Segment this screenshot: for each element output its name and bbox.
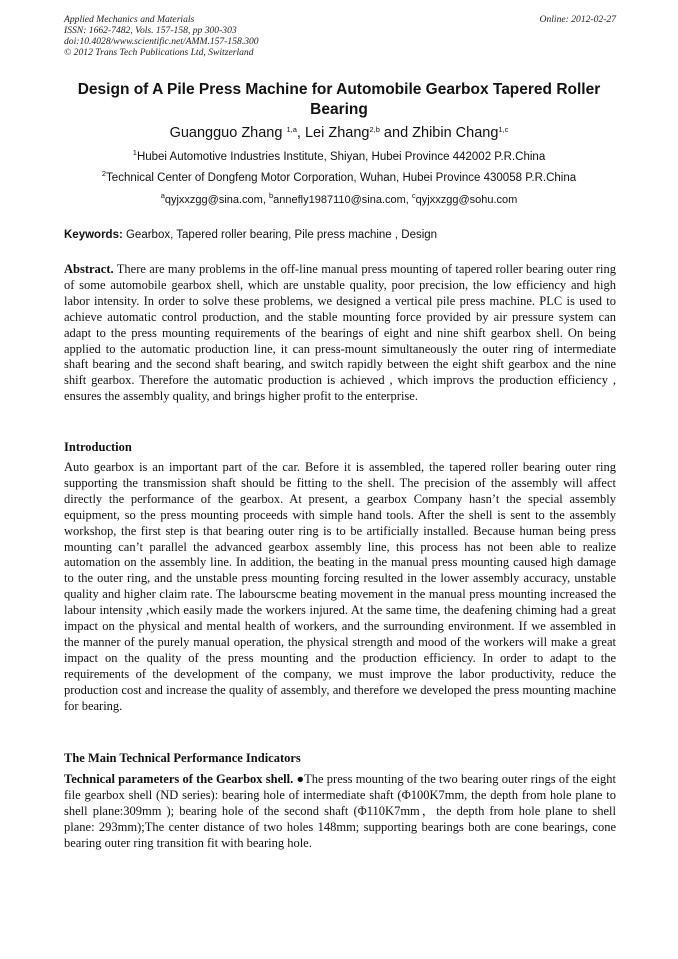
author-superscript: 2,b <box>369 125 380 134</box>
email-superscript: c <box>411 191 416 200</box>
issn-line: ISSN: 1662-7482, Vols. 157-158, pp 300-303 <box>64 25 237 36</box>
author-separator: , <box>296 125 305 141</box>
affiliation-1 <box>40 150 638 164</box>
journal-header <box>64 14 616 58</box>
author-name: Zhibin Chang <box>412 125 499 141</box>
affiliation-superscript: 1 <box>132 148 137 157</box>
author-superscript: 1,a <box>286 125 297 134</box>
affiliation-superscript: 2 <box>101 169 107 178</box>
abstract-paragraph <box>64 262 616 405</box>
indicators-heading: The Main Technical Performance Indicators <box>64 751 301 765</box>
affiliation-text: Technical Center of Dongfeng Motor Corporation, Wuhan, Hubei Province 430058 P.R.China <box>106 172 577 184</box>
copyright-line: © 2012 Trans Tech Publications Ltd, Switzerland <box>64 47 254 58</box>
author-conjunction: and <box>379 125 413 141</box>
email-superscript: a <box>160 191 165 200</box>
indicators-subheading: Technical parameters of the Gearbox shell. <box>64 772 294 786</box>
abstract-label: Abstract. <box>64 262 114 276</box>
paper-title: Design of A Pile Press Machine for Automobile Gearbox Tapered Roller Bearing <box>77 81 601 118</box>
affiliation-text: Hubei Automotive Industries Institute, Shiyan, Hubei Province 442002 P.R.China <box>136 151 546 163</box>
keywords-label: Keywords: <box>64 229 123 241</box>
keywords-text: Gearbox, Tapered roller bearing, Pile press machine , Design <box>122 229 438 241</box>
abstract-text: There are many problems in the off-line manual press mounting of tapered roller bearing outer ring of some automobile gearbox shell, which are unstable quality, poor precision, the low efficiency and high labor intensity. In order to solve these problems, we designed a vertical pile press machine. PLC is used to achieve automatic control production, and the stable mounting force provided by air pressure system can adapt to the press mounting requirements of the bearings of eight and nine shift gearbox shell. On being applied to the automatic production line, it can press-mount simultaneously the outer ring of intermediate shaft bearing and the second shaft bearing, and switch rapidly between the eight shift gearbox and the nine shift gearbox. Therefore the automatic production is achieved , which improvs the production efficiency , ensures the assembly quality, and brings higher profit to the enterprise. <box>64 262 616 404</box>
author-name: Guangguo Zhang <box>169 125 283 141</box>
indicators-text: ●The press mounting of the two bearing outer rings of the eight file gearbox shell (ND series): bearing hole of intermediate shaft (Φ100K7mm, the depth from hole plane to shell plane:309mm ); bearing hole of the second shaft (Φ110K7mm，the depth from hole plane to shell plane: 293mm);The center distance of two holes 148mm; supporting bearings both are cone bearings, cone bearing outer ring transition fit with bearing hole. <box>64 772 616 850</box>
keywords-line <box>64 228 616 242</box>
author-superscript: 1,c <box>498 125 509 134</box>
doi-line: doi:10.4028/www.scientific.net/AMM.157-158.300 <box>64 36 259 47</box>
author-emails <box>40 193 638 207</box>
journal-name: Applied Mechanics and Materials <box>64 14 195 25</box>
author-name: Lei Zhang <box>304 125 370 141</box>
indicators-paragraph <box>64 772 616 852</box>
email-text: qyjxxzgg@sina.com, <box>164 194 269 206</box>
introduction-paragraph: Auto gearbox is an important part of the car. Before it is assembled, the tapered roller bearing outer ring supporting the transmission shaft should be fitting to the shell. The precision of the assembly will affect directly the performance of the gearbox. At present, a gearbox Company hasn’t the special assembly equipment, so the press mounting proceeds with simple hand tools. After the shell is sent to the assembly workshop, the first step is that bearing outer ring is to be artificially installed. Because human being press mounting can’t parallel the advanced gearbox assembly line, this process has not been able to realize automation on the assembly line. In addition, the beating in the manual press mounting caused high damage to the outer ring, and the unstable press mounting forcing resulted in the lower assembly accuracy, unstable quality and higher claim rate. The labourscme beating movement in the manual press mounting increased the labour intensity ,which easily made the workers injured. At the same time, the deafening chiming had a great impact on the physical and mental health of workers, and the surrounding environment. If we assembled in the manner of the purely manual operation, the physical strength and mood of the workers will make a great impact on the quality of the press mounting and the production efficiency. In order to adapt to the requirements of the development of the company, we must improve the labor productivity, reduce the production cost and increase the quality of assembly, and therefore we developed the press mounting machine for bearing. <box>64 460 616 713</box>
email-text: annefly1987110@sina.com, <box>273 194 412 206</box>
introduction-heading: Introduction <box>64 440 132 454</box>
affiliation-2 <box>40 171 638 185</box>
email-text: qyjxxzgg@sohu.com <box>415 194 518 206</box>
online-date: Online: 2012-02-27 <box>539 14 616 25</box>
email-superscript: b <box>268 191 274 200</box>
author-list <box>60 124 618 142</box>
